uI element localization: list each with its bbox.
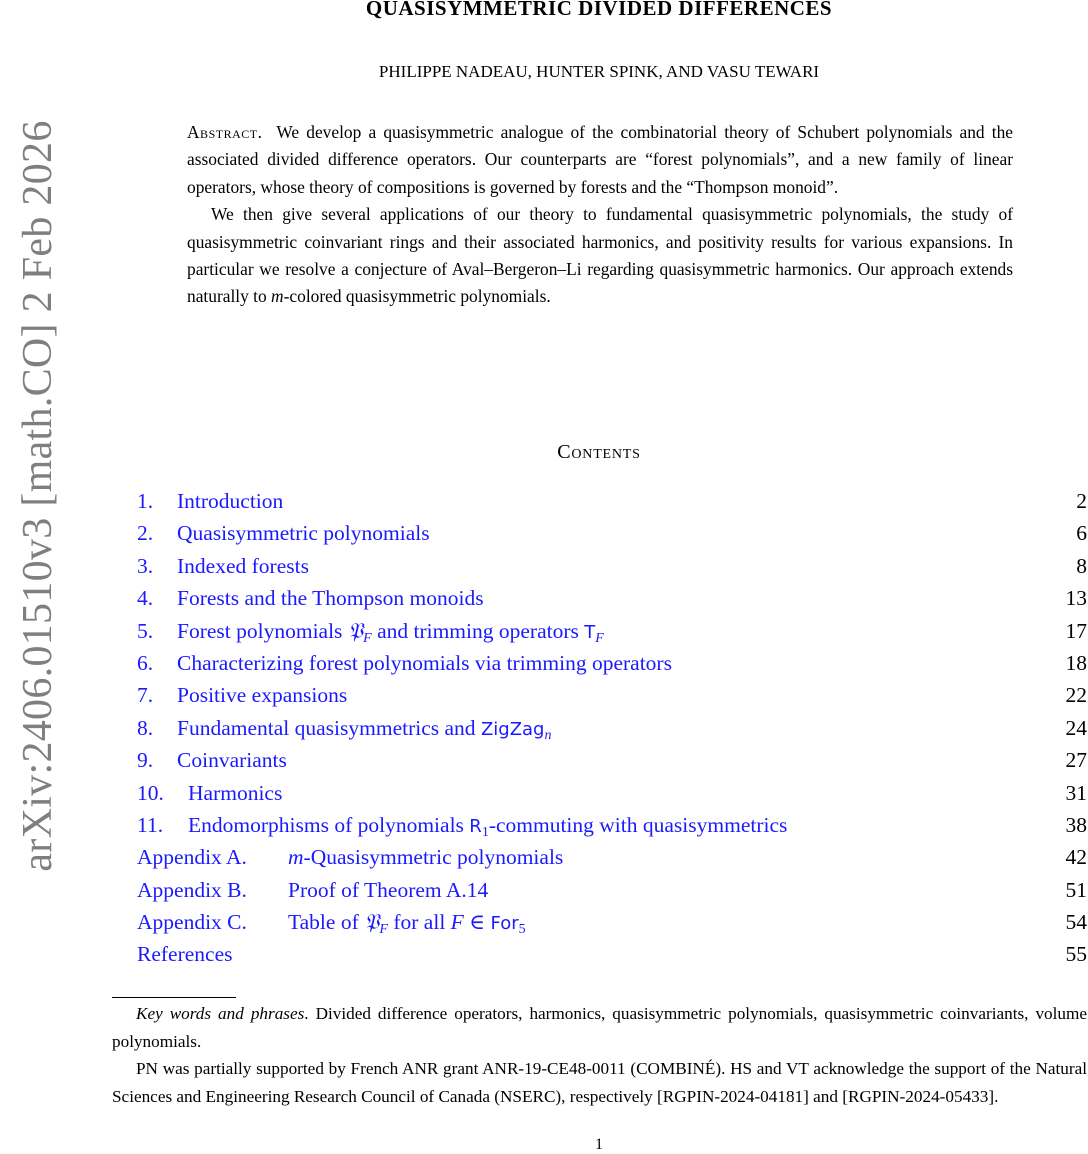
toc-page-number: 13: [1065, 586, 1087, 611]
toc-entry-endomorphisms[interactable]: [137, 809, 1087, 841]
paper-title: QUASISYMMETRIC DIVIDED DIFFERENCES: [365, 0, 833, 20]
toc-page-number: 31: [1065, 780, 1087, 805]
toc-entry-harmonics[interactable]: [137, 777, 1087, 809]
forest-polynomial-symbol: 𝔓: [347, 618, 364, 644]
toc-link[interactable]: References: [137, 942, 233, 967]
forest-polynomial-symbol: 𝔓: [364, 910, 380, 936]
toc-link[interactable]: Characterizing forest polynomials via trimming operators: [177, 650, 672, 675]
toc-link[interactable]: Forests and the Thompson monoids: [177, 586, 484, 611]
toc-link-text[interactable]: Fundamental quasisymmetrics and: [177, 715, 481, 740]
toc-link[interactable]: Indexed forests: [177, 553, 309, 578]
subscript-1: 1: [481, 824, 489, 840]
toc-number[interactable]: Appendix C.: [137, 910, 247, 935]
table-of-contents: [137, 485, 1087, 971]
subscript-f: F: [595, 630, 604, 646]
toc-link-text[interactable]: Forest polynomials: [177, 618, 348, 643]
abstract-text-1: We develop a quasisymmetric analogue of the combinatorial theory of Schubert polynomials and the associated divided difference operators. Our counterparts are “forest polynomials”, and a new family of linear operators, whose theory of compositions is governed by forests and the “Thompson monoid”.: [187, 122, 1013, 197]
toc-page-number: 24: [1065, 715, 1087, 740]
toc-link[interactable]: Coinvariants: [177, 748, 287, 773]
keywords-label: Key words and phrases: [136, 1004, 305, 1023]
toc-page-number: 18: [1065, 650, 1087, 675]
toc-page-number: 55: [1065, 942, 1087, 967]
toc-number[interactable]: Appendix B.: [137, 877, 247, 902]
toc-link[interactable]: Proof of Theorem A.14: [288, 877, 489, 902]
toc-link[interactable]: Introduction: [177, 489, 284, 513]
subscript-f: F: [363, 630, 372, 646]
toc-number[interactable]: 3.: [137, 553, 154, 578]
toc-number[interactable]: 8.: [137, 715, 154, 740]
toc-page-number: 6: [1076, 521, 1087, 546]
subscript-5: 5: [518, 922, 526, 938]
toc-entry-characterizing[interactable]: [137, 647, 1087, 679]
arxiv-identifier-stamp: arXiv:2406.01510v3 [math.CO] 2 Feb 2026: [15, 120, 61, 872]
subscript-f: F: [379, 922, 388, 938]
toc-link-text[interactable]: Table of: [288, 910, 365, 935]
toc-entry-fundamental-quasisymmetrics[interactable]: [137, 712, 1087, 744]
toc-number[interactable]: 10.: [137, 780, 164, 805]
toc-page-number: 8: [1076, 553, 1087, 578]
zigzag-symbol: ZigZag: [480, 718, 545, 740]
toc-page-number: 27: [1065, 748, 1087, 773]
element-of-symbol: ∈: [463, 910, 491, 935]
m-symbol: m: [288, 845, 304, 870]
toc-page-number: 2: [1076, 489, 1087, 513]
toc-link-text[interactable]: and trimming operators: [371, 618, 585, 643]
for-symbol: For: [490, 913, 519, 935]
toc-number[interactable]: 9.: [137, 748, 154, 773]
toc-link-text[interactable]: -Quasisymmetric polynomials: [303, 845, 564, 870]
toc-entry-thompson-monoids[interactable]: [137, 582, 1087, 614]
footnote-rule: [112, 997, 236, 998]
abstract-m-symbol: m: [271, 286, 284, 307]
toc-entry-appendix-a[interactable]: [137, 841, 1087, 873]
toc-number[interactable]: 1.: [137, 489, 154, 513]
toc-entry-indexed-forests[interactable]: [137, 550, 1087, 582]
toc-link[interactable]: Harmonics: [188, 780, 283, 805]
toc-entry-quasisymmetric-polynomials[interactable]: [137, 517, 1087, 549]
abstract-text-2-end: -colored quasisymmetric polynomials.: [283, 286, 551, 307]
toc-number[interactable]: 5.: [137, 618, 154, 643]
toc-link[interactable]: [288, 841, 563, 873]
abstract-paragraph-2: [187, 201, 1013, 311]
toc-number[interactable]: 11.: [137, 812, 164, 837]
abstract-label: Abstract.: [187, 122, 263, 142]
toc-page-number: 54: [1065, 910, 1087, 935]
f-symbol: F: [450, 910, 464, 935]
keywords-footnote: [112, 1000, 1087, 1055]
toc-link-text[interactable]: -commuting with quasisymmetrics: [488, 812, 788, 837]
toc-entry-forest-polynomials[interactable]: [137, 615, 1087, 647]
abstract: [187, 119, 1013, 311]
toc-entry-positive-expansions[interactable]: [137, 679, 1087, 711]
footnotes: [112, 1000, 1087, 1111]
toc-page-number: 22: [1065, 683, 1087, 708]
toc-link[interactable]: Positive expansions: [177, 683, 348, 708]
toc-link-text[interactable]: Endomorphisms of polynomials: [188, 812, 470, 837]
toc-link-text[interactable]: for all: [387, 910, 451, 935]
r-symbol: R: [469, 815, 482, 837]
toc-page-number: 17: [1065, 618, 1087, 643]
toc-number[interactable]: Appendix A.: [137, 845, 247, 870]
toc-page-number: 42: [1065, 845, 1087, 870]
subscript-n: n: [544, 727, 552, 743]
author-list: PHILIPPE NADEAU, HUNTER SPINK, AND VASU TEWARI: [378, 62, 820, 81]
page-number: 1: [595, 1136, 603, 1153]
toc-page-number: 51: [1065, 877, 1087, 902]
toc-number[interactable]: 7.: [137, 683, 154, 708]
abstract-text-2: We then give several applications of our theory to fundamental quasisymmetric polynomials, the study of quasisymmetric coinvariant rings and their associated harmonics, and positivity results for various expansions. In particular we resolve a conjecture of Aval–Bergeron–Li regarding quasisymmetric harmonics. Our approach extends naturally to: [187, 204, 1013, 307]
toc-entry-coinvariants[interactable]: [137, 744, 1087, 776]
toc-entry-appendix-c[interactable]: [137, 906, 1087, 938]
toc-number[interactable]: 6.: [137, 650, 154, 675]
toc-entry-introduction[interactable]: [137, 485, 1087, 517]
funding-footnote: PN was partially supported by French ANR grant ANR-19-CE48-0011 (COMBINÉ). HS and VT acknowledge the support of the Natural Sciences and Engineering Research Council of Canada (NSERC), respectively [RGPIN-2024-04181] and [RGPIN-2024-05433].: [112, 1059, 1087, 1107]
toc-number[interactable]: 2.: [137, 521, 154, 546]
toc-number[interactable]: 4.: [137, 586, 154, 611]
keywords-text: . Divided difference operators, harmonics, quasisymmetric polynomials, quasisymmetric coinvariants, volume polynomials.: [112, 1004, 1087, 1051]
trimming-operator-symbol: T: [584, 621, 596, 643]
toc-entry-references[interactable]: [137, 938, 1087, 970]
toc-entry-appendix-b[interactable]: [137, 874, 1087, 906]
contents-heading: Contents: [557, 441, 641, 463]
toc-page-number: 38: [1065, 812, 1087, 837]
toc-link[interactable]: Quasisymmetric polynomials: [177, 521, 430, 546]
abstract-paragraph-1: [187, 119, 1013, 201]
